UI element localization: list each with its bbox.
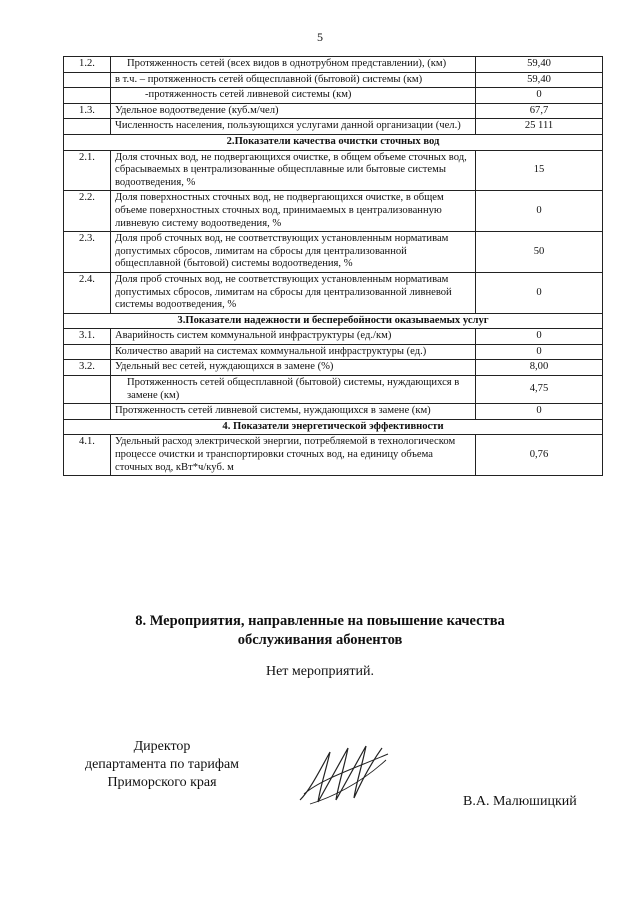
indicators-table-body bbox=[64, 57, 603, 476]
row-value: 67,7 bbox=[476, 103, 603, 119]
table-row bbox=[64, 119, 603, 135]
table-row bbox=[64, 376, 603, 404]
signer-title-line-2: департамента по тарифам bbox=[84, 757, 240, 772]
row-description: Доля проб сточных вод, не соответствующих установленным нормативам допустимых сбросов, лимитам на сбросы для централизованной общесплавной (бытовой) системы водоотведения, % bbox=[111, 232, 476, 273]
section-row bbox=[64, 313, 603, 329]
row-number: 2.1. bbox=[64, 150, 111, 191]
section-title: 2.Показатели качества очистки сточных вод bbox=[64, 134, 603, 150]
row-number: 1.3. bbox=[64, 103, 111, 119]
row-value: 59,40 bbox=[476, 57, 603, 73]
row-description: -протяженность сетей ливневой системы (км) bbox=[111, 88, 476, 104]
table-row bbox=[64, 88, 603, 104]
signer-title bbox=[62, 738, 262, 792]
row-description: Аварийность систем коммунальной инфраструктуры (ед./км) bbox=[111, 329, 476, 345]
row-number bbox=[64, 88, 111, 104]
page-number: 5 bbox=[317, 30, 323, 44]
row-description: Протяженность сетей ливневой системы, нуждающихся в замене (км) bbox=[111, 404, 476, 420]
row-number: 1.2. bbox=[64, 57, 111, 73]
row-number: 2.4. bbox=[64, 272, 111, 313]
section-heading bbox=[0, 612, 640, 650]
no-measures-note: Нет мероприятий. bbox=[265, 664, 375, 679]
section-heading-line-2: обслуживания абонентов bbox=[237, 632, 403, 648]
row-description: Численность населения, пользующихся услугами данной организации (чел.) bbox=[111, 119, 476, 135]
row-description: Доля сточных вод, не подвергающихся очистке, в общем объеме сточных вод, сбрасываемых в централизованные общесплавные или бытовые системы водоотведения, % bbox=[111, 150, 476, 191]
row-number bbox=[64, 72, 111, 88]
table-row bbox=[64, 344, 603, 360]
table-row bbox=[64, 103, 603, 119]
table-row bbox=[64, 191, 603, 232]
table-row bbox=[64, 404, 603, 420]
row-value: 25 111 bbox=[476, 119, 603, 135]
row-description: Доля проб сточных вод, не соответствующих установленным нормативам допустимых сбросов, лимитам на сбросы для централизованной ливневой системы водоотведения, % bbox=[111, 272, 476, 313]
row-number: 2.3. bbox=[64, 232, 111, 273]
section-heading-line-1: 8. Мероприятия, направленные на повышение качества bbox=[135, 613, 505, 629]
row-description: Удельное водоотведение (куб.м/чел) bbox=[111, 103, 476, 119]
row-value: 0 bbox=[476, 88, 603, 104]
row-number bbox=[64, 119, 111, 135]
section-title: 4. Показатели энергетической эффективности bbox=[64, 419, 603, 435]
row-number: 2.2. bbox=[64, 191, 111, 232]
row-value: 0,76 bbox=[476, 435, 603, 476]
row-description: Удельный расход электрической энергии, потребляемой в технологическом процессе очистки и транспортировки сточных вод, на единицу объема сточных вод, кВт*ч/куб. м bbox=[111, 435, 476, 476]
signer-title-line-3: Приморского края bbox=[107, 775, 217, 790]
row-value: 0 bbox=[476, 329, 603, 345]
table-row bbox=[64, 360, 603, 376]
table-row bbox=[64, 329, 603, 345]
row-description: Доля поверхностных сточных вод, не подвергающихся очистке, в общем объеме поверхностных сточных вод, принимаемых в централизованную ливневую систему водоотведения, % bbox=[111, 191, 476, 232]
row-description: Количество аварий на системах коммунальной инфраструктуры (ед.) bbox=[111, 344, 476, 360]
row-description: Протяженность сетей общесплавной (бытовой) системы, нуждающихся в замене (км) bbox=[111, 376, 476, 404]
row-description: Удельный вес сетей, нуждающихся в замене (%) bbox=[111, 360, 476, 376]
row-description: в т.ч. – протяженность сетей общесплавной (бытовой) системы (км) bbox=[111, 72, 476, 88]
table-row bbox=[64, 57, 603, 73]
row-value: 15 bbox=[476, 150, 603, 191]
signer-title-line-1: Директор bbox=[133, 739, 191, 754]
handwritten-signature bbox=[290, 740, 400, 810]
row-number: 3.1. bbox=[64, 329, 111, 345]
row-number bbox=[64, 344, 111, 360]
row-value: 0 bbox=[476, 344, 603, 360]
row-description: Протяженность сетей (всех видов в однотрубном представлении), (км) bbox=[111, 57, 476, 73]
indicators-table bbox=[63, 56, 603, 476]
table-row bbox=[64, 72, 603, 88]
row-number: 3.2. bbox=[64, 360, 111, 376]
row-value: 0 bbox=[476, 404, 603, 420]
section-row bbox=[64, 134, 603, 150]
table-row bbox=[64, 435, 603, 476]
table-row bbox=[64, 150, 603, 191]
section-title: 3.Показатели надежности и бесперебойности оказываемых услуг bbox=[64, 313, 603, 329]
row-number: 4.1. bbox=[64, 435, 111, 476]
row-value: 4,75 bbox=[476, 376, 603, 404]
row-value: 8,00 bbox=[476, 360, 603, 376]
row-value: 50 bbox=[476, 232, 603, 273]
row-number bbox=[64, 404, 111, 420]
row-value: 59,40 bbox=[476, 72, 603, 88]
row-number bbox=[64, 376, 111, 404]
section-row bbox=[64, 419, 603, 435]
row-value: 0 bbox=[476, 272, 603, 313]
table-row bbox=[64, 232, 603, 273]
signer-name: В.А. Малюшицкий bbox=[463, 794, 577, 809]
table-row bbox=[64, 272, 603, 313]
row-value: 0 bbox=[476, 191, 603, 232]
